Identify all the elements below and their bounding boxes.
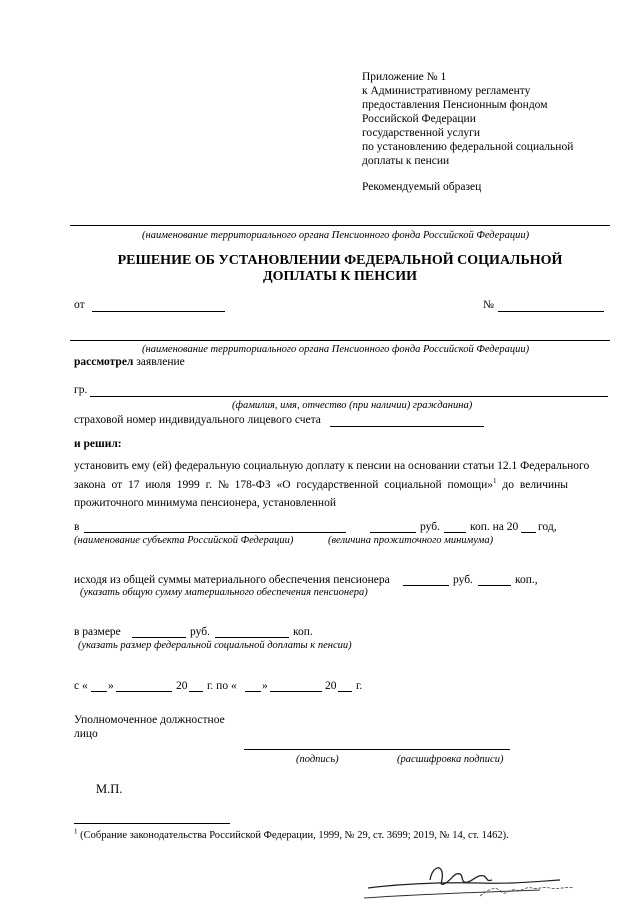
body-line-2-text: закона от 17 июля 1999 г. № 178-ФЗ «О государственной социальной помощи» [74, 479, 493, 491]
region-label: в [74, 521, 80, 533]
citizen-name-field[interactable] [90, 396, 608, 397]
citizen-caption: (фамилия, имя, отчество (при наличии) гражданина) [232, 400, 473, 411]
org-name-caption-2: (наименование территориального органа Пенсионного фонда Российской Федерации) [142, 344, 530, 355]
footnote-body: (Собрание законодательства Российской Федерации, 1999, № 29, ст. 3699; 2019, № 14, ст. 1462). [77, 830, 509, 841]
decided-label: и решил: [74, 438, 122, 450]
snils-field[interactable] [330, 426, 484, 427]
period-from-label: с « [74, 680, 88, 692]
period-quote-close-2: » [262, 680, 268, 692]
snils-label: страховой номер индивидуального лицевого счета [74, 414, 321, 426]
date-field[interactable] [92, 311, 225, 312]
appendix-line: по установлению федеральной социальной [362, 141, 574, 153]
appendix-line: доплаты к пенсии [362, 155, 450, 167]
document-title-line2: ДОПЛАТЫ К ПЕНСИИ [263, 269, 417, 284]
minimum-rub-field[interactable] [370, 532, 416, 533]
period-from-month-field[interactable] [116, 691, 172, 692]
org-name-caption: (наименование территориального органа Пенсионного фонда Российской Федерации) [142, 230, 530, 241]
period-to-label: г. по « [207, 680, 237, 692]
appendix-line: Российской Федерации [362, 113, 476, 125]
date-label: от [74, 299, 85, 311]
considered-text [74, 355, 185, 369]
stamp-place: М.П. [96, 782, 123, 796]
appendix-line: Приложение № 1 [362, 71, 447, 83]
period-to-day-field[interactable] [245, 691, 261, 692]
appendix-line: предоставления Пенсионным фондом [362, 99, 548, 111]
size-rub-field[interactable] [132, 637, 186, 638]
org-name-line-2[interactable] [70, 340, 610, 341]
size-kop-field[interactable] [215, 637, 289, 638]
period-year-prefix-2: 20 [325, 680, 337, 692]
official-label-2: лицо [74, 728, 98, 740]
body-line-2-end: до величины [496, 479, 569, 491]
org-name-line[interactable] [70, 225, 610, 226]
total-text: исходя из общей суммы материального обеспечения пенсионера [74, 574, 390, 586]
considered-bold: рассмотрел [74, 356, 134, 368]
region-caption: (наименование субъекта Российской Федерации) [74, 535, 294, 546]
footnote-divider [74, 823, 230, 824]
total-caption: (указать общую сумму материального обеспечения пенсионера) [80, 587, 368, 598]
size-rub-label: руб. [190, 626, 210, 638]
handwritten-signature [360, 858, 590, 902]
citizen-label: гр. [74, 384, 88, 396]
number-field[interactable] [498, 311, 604, 312]
appendix-line: к Административному регламенту [362, 85, 531, 97]
period-end-label: г. [356, 680, 363, 692]
period-from-year-field[interactable] [189, 691, 203, 692]
sample-note: Рекомендуемый образец [362, 181, 482, 193]
minimum-kop-field[interactable] [444, 532, 466, 533]
total-kop-label: коп., [515, 574, 538, 586]
signature-line[interactable] [244, 749, 510, 750]
appendix-line: государственной услуги [362, 127, 481, 139]
year-label: год, [538, 521, 557, 533]
considered-rest: заявление [133, 356, 185, 368]
kop-na-20-label: коп. на 20 [470, 521, 519, 533]
period-quote-close: » [108, 680, 114, 692]
footnote-text [74, 829, 509, 843]
size-kop-label: коп. [293, 626, 313, 638]
total-kop-field[interactable] [478, 585, 511, 586]
body-line-2 [74, 478, 568, 492]
year-field[interactable] [521, 532, 536, 533]
period-to-month-field[interactable] [270, 691, 322, 692]
signature-caption: (подпись) [296, 754, 339, 765]
official-label-1: Уполномоченное должностное [74, 714, 225, 726]
footnote-mark: 1 [74, 827, 78, 836]
size-label: в размере [74, 626, 121, 638]
body-line-3: прожиточного минимума пенсионера, установленной [74, 497, 336, 509]
footnote-ref: 1 [493, 477, 497, 486]
signature-decode-caption: (расшифровка подписи) [397, 754, 504, 765]
period-year-prefix: 20 [176, 680, 188, 692]
size-caption: (указать размер федеральной социальной доплаты к пенсии) [78, 640, 352, 651]
minimum-caption: (величина прожиточного минимума) [328, 535, 494, 546]
document-title-line1: РЕШЕНИЕ ОБ УСТАНОВЛЕНИИ ФЕДЕРАЛЬНОЙ СОЦИАЛЬНОЙ [117, 253, 563, 268]
body-line-1: установить ему (ей) федеральную социальную доплату к пенсии на основании статьи 12.1 Федерального [74, 460, 590, 472]
rub-label: руб. [420, 521, 440, 533]
period-to-year-field[interactable] [338, 691, 352, 692]
region-field[interactable] [84, 532, 346, 533]
total-rub-label: руб. [453, 574, 473, 586]
period-from-day-field[interactable] [91, 691, 107, 692]
number-label: № [483, 299, 494, 311]
total-rub-field[interactable] [403, 585, 449, 586]
